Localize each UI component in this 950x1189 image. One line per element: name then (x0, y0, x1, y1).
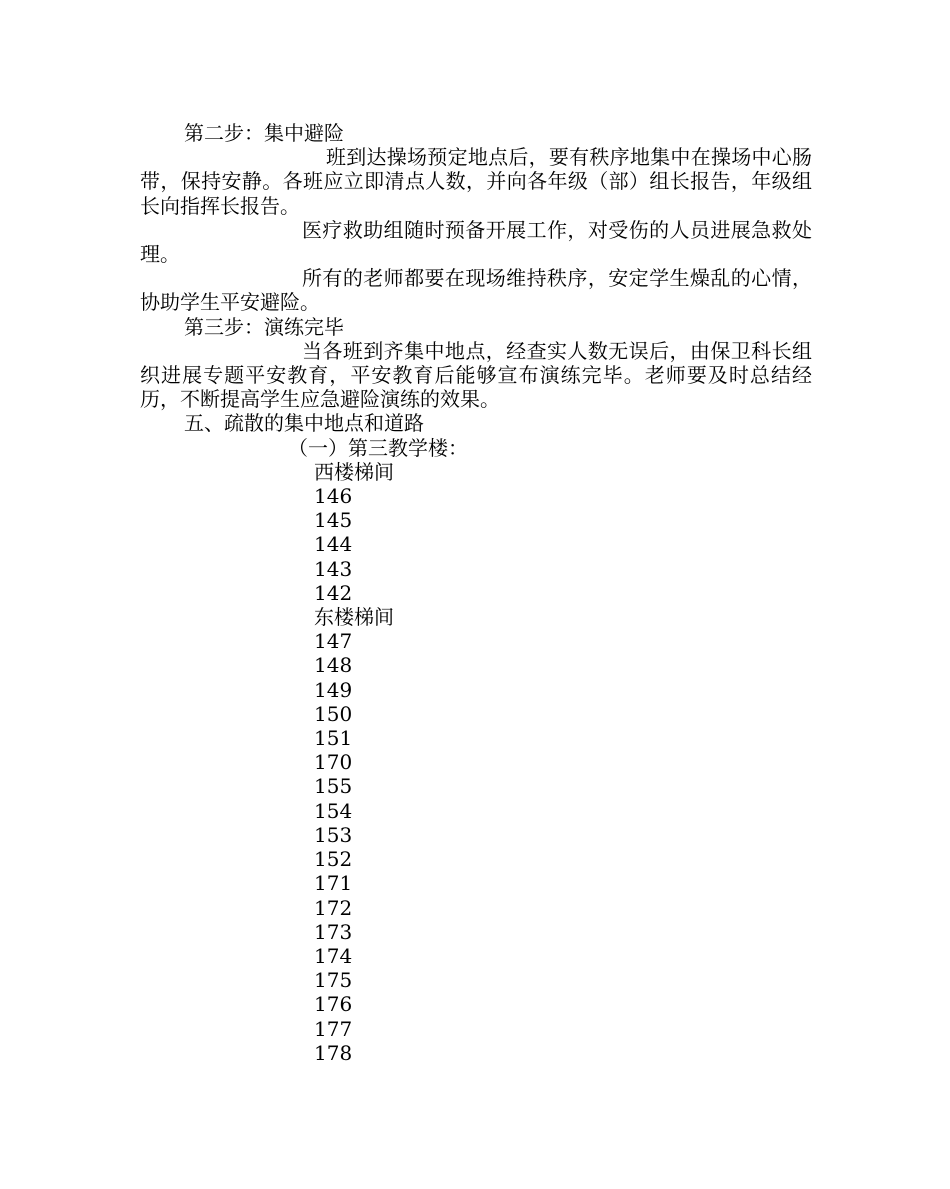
list-item: 178 (314, 1040, 353, 1065)
east-stairwell-label: 东楼梯间 (314, 605, 394, 630)
step3-paragraph-1: 当各班到齐集中地点，经查实人数无误后，由保卫科长组织进展专题平安教育，平安教育后能够宣布演练完毕。老师要及时总结经历，不断提高学生应急避险演练的效果。 (140, 338, 812, 412)
step2-paragraph-2: 医疗救助组随时预备开展工作，对受伤的人员进展急救处理。 (140, 217, 812, 267)
list-item: 170 (314, 750, 353, 775)
step2-heading: 第二步：集中避险 (184, 121, 344, 145)
list-item: 142 (314, 580, 353, 605)
list-item: 154 (314, 798, 353, 823)
list-item: 149 (314, 677, 353, 702)
list-item: 173 (314, 919, 353, 944)
list-item: 148 (314, 653, 353, 678)
list-item: 175 (314, 968, 353, 993)
list-item: 147 (314, 629, 353, 654)
list-item: 146 (314, 484, 353, 509)
list-item: 144 (314, 532, 353, 557)
list-item: 151 (314, 726, 353, 751)
section5-subheading: （一）第三教学楼： (288, 435, 468, 460)
list-item: 153 (314, 822, 353, 847)
list-item: 150 (314, 701, 353, 726)
west-stairwell-label: 西楼梯间 (314, 459, 394, 484)
step2-paragraph-3: 所有的老师都要在现场维持秩序，安定学生燥乱的心情，协助学生平安避险。 (140, 266, 812, 315)
list-item: 152 (314, 847, 353, 872)
list-item: 155 (314, 774, 353, 799)
stair-room-list (140, 460, 812, 1065)
step3-heading: 第三步：演练完毕 (184, 314, 344, 339)
list-item: 171 (314, 871, 353, 896)
list-item: 176 (314, 992, 353, 1017)
section5-heading: 五、疏散的集中地点和道路 (184, 411, 424, 436)
list-item: 145 (314, 508, 353, 533)
list-item: 172 (314, 895, 353, 920)
list-item: 143 (314, 556, 353, 581)
document-page (140, 121, 812, 1065)
list-item: 174 (314, 943, 353, 968)
list-item: 177 (314, 1016, 353, 1041)
step2-paragraph-1: 班到达操场预定地点后，要有秩序地集中在操场中心肠带，保持安静。各班应立即清点人数，并向各年级（部）组长报告，年级组长向指挥长报告。 (140, 145, 812, 218)
